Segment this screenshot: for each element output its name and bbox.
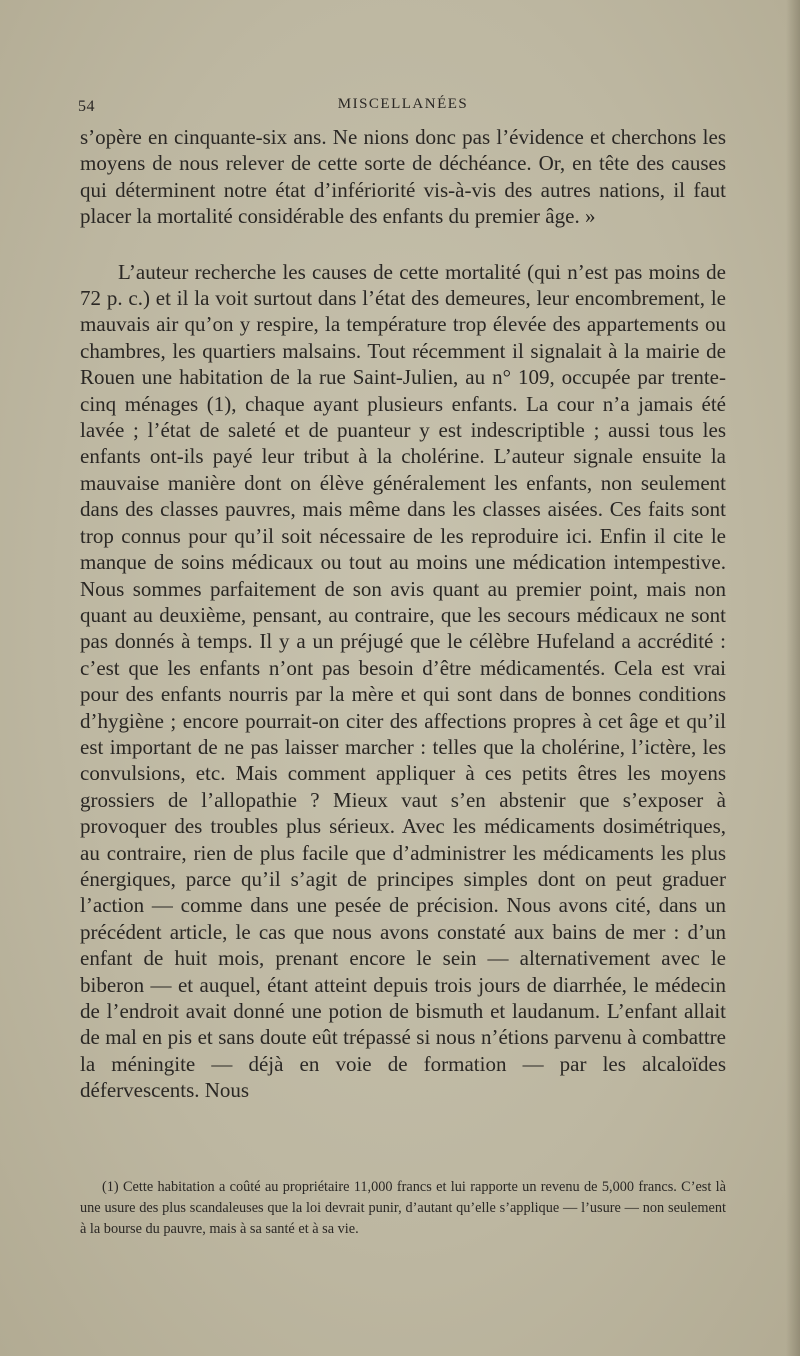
running-title: MISCELLANÉES — [337, 96, 469, 112]
paragraph-continued: s’opère en cinquante-six ans. Ne nions donc pas l’évidence et cherchons les moyens de nous relever de cette sorte de déchéance. Or, en tête des causes qui déterminent notre état d’infériorité vis-à-vis des autres nations, il faut placer la mortalité considérable des enfants du premier âge. » — [80, 125, 726, 229]
page-header — [76, 96, 730, 120]
main-text — [80, 124, 726, 1104]
page-edge-shadow — [786, 0, 800, 1356]
paragraph: L’auteur recherche les causes de cette mortalité (qui n’est pas moins de 72 p. c.) et il la voit surtout dans l’état des demeures, leur encombrement, le mauvais air qu’on y respire, la température trop élevée des appartements ou chambres, les quartiers malsains. Tout récemment il signalait à la mairie de Rouen une habitation de la rue Saint-Julien, au n° 109, occupée par trente-cinq ménages (1), chaque ayant plusieurs enfants. La cour n’a jamais été lavée ; l’état de saleté et de puanteur y est indescriptible ; aussi tous les enfants ont-ils payé leur tribut à la cholérine. L’auteur signale ensuite la mauvaise manière dont on élève généralement les enfants, non seulement dans des classes pauvres, mais même dans les classes aisées. Ces faits sont trop connus pour qu’il soit nécessaire de les reproduire ici. Enfin il cite le manque de soins médicaux ou tout au moins une médication intempestive. Nous sommes parfaitement de son avis quant au premier point, mais non quant au deuxième, pensant, au contraire, que les secours médicaux ne sont pas donnés à temps. Il y a un préjugé que le célèbre Hufeland a accrédité : c’est que les enfants n’ont pas besoin d’être médicamentés. Cela est vrai pour des enfants nourris par la mère et qui sont dans de bonnes conditions d’hygiène ; encore pourrait-on citer des affections propres à cet âge et qu’il est important de ne pas laisser marcher : telles que la cholérine, l’ictère, les convulsions, etc. Mais comment appliquer à ces petits êtres les moyens grossiers de l’allopathie ? Mieux vaut s’en abstenir que s’exposer à provoquer des troubles plus sérieux. Avec les médicaments dosimétriques, au contraire, rien de plus facile que d’administrer les médicaments les plus énergiques, parce qu’il s’agit de principes simples dont on peut graduer l’action — comme dans une pesée de précision. Nous avons cité, dans un précédent article, le cas que nous avons constaté aux bains de mer : d’un enfant de huit mois, prenant encore le sein — alternativement avec le biberon — et auquel, étant atteint depuis trois jours de diarrhée, le médecin de l’endroit avait donné une potion de bismuth et laudanum. L’enfant allait de mal en pis et sans doute eût trépassé si nous n’étions parvenu à combattre la méningite — déjà en voie de formation — par les alcaloïdes défervescents. Nous — [80, 259, 726, 1103]
page-number: 54 — [78, 98, 95, 115]
footnote-text: (1) Cette habitation a coûté au propriétaire 11,000 francs et lui rapporte un revenu de 5,000 francs. C’est là une usure des plus scandaleuses que la loi devrait punir, d’autant qu’elle s’applique — l’usure — non seulement à la bourse du pauvre, mais à sa santé et à sa vie. — [80, 1179, 726, 1237]
footnote — [80, 1177, 726, 1240]
